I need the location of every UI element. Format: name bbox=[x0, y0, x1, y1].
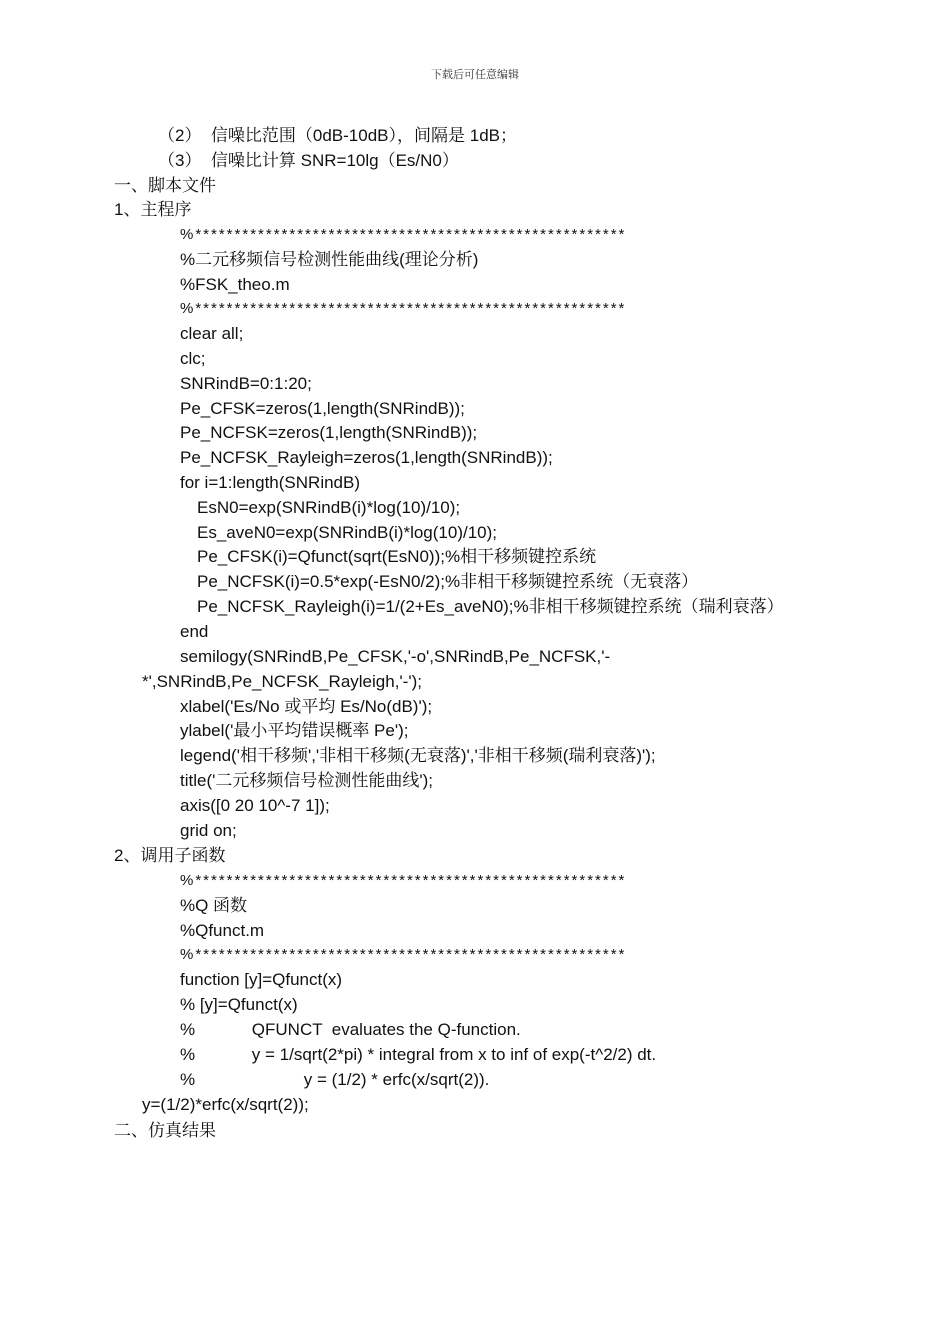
code-line: % QFUNCT evaluates the Q-function. bbox=[180, 1020, 521, 1039]
code-line: grid on; bbox=[180, 821, 237, 840]
code-line: %******************************************************* bbox=[180, 872, 627, 889]
code-line: %******************************************************* bbox=[180, 226, 627, 243]
code-line: y=(1/2)*erfc(x/sqrt(2)); bbox=[142, 1095, 309, 1114]
code-line: Pe_CFSK=zeros(1,length(SNRindB)); bbox=[180, 399, 465, 418]
code-line: end bbox=[180, 622, 209, 641]
code-line: clc; bbox=[180, 349, 206, 368]
code-line: semilogy(SNRindB,Pe_CFSK,'-o',SNRindB,Pe_NCFSK,'- bbox=[180, 647, 611, 666]
code-line: % [y]=Qfunct(x) bbox=[180, 995, 298, 1014]
list-item: （2） 信噪比范围（0dB-10dB），间隔是 1dB； bbox=[158, 126, 517, 145]
code-line: %******************************************************* bbox=[180, 300, 627, 317]
list-item: （3） 信噪比计算 SNR=10lg（Es/N0） bbox=[158, 151, 459, 170]
code-line: %******************************************************* bbox=[180, 946, 627, 963]
code-line: Pe_NCFSK_Rayleigh=zeros(1,length(SNRindB)); bbox=[180, 448, 553, 467]
code-line: %二元移频信号检测性能曲线(理论分析) bbox=[180, 250, 479, 269]
subsection-heading: 1、主程序 bbox=[114, 200, 192, 219]
code-line: function [y]=Qfunct(x) bbox=[180, 970, 343, 989]
code-line: ylabel('最小平均错误概率 Pe'); bbox=[180, 721, 409, 740]
code-line: %FSK_theo.m bbox=[180, 275, 290, 294]
code-line: Pe_NCFSK(i)=0.5*exp(-EsN0/2);%非相干移频键控系统（无衰落） bbox=[197, 572, 699, 591]
code-line: Es_aveN0=exp(SNRindB(i)*log(10)/10); bbox=[197, 523, 497, 542]
code-line: SNRindB=0:1:20; bbox=[180, 374, 312, 393]
code-line: axis([0 20 10^-7 1]); bbox=[180, 796, 330, 815]
code-line: Pe_NCFSK_Rayleigh(i)=1/(2+Es_aveN0);%非相干移频键控系统（瑞利衰落） bbox=[197, 597, 784, 616]
page-header: 下载后可任意编辑 bbox=[431, 69, 519, 81]
code-line: % y = 1/sqrt(2*pi) * integral from x to inf of exp(-t^2/2) dt. bbox=[180, 1045, 657, 1064]
code-line: % y = (1/2) * erfc(x/sqrt(2)). bbox=[180, 1070, 490, 1089]
code-line: Pe_CFSK(i)=Qfunct(sqrt(EsN0));%相干移频键控系统 bbox=[197, 547, 597, 566]
code-line: title('二元移频信号检测性能曲线'); bbox=[180, 771, 433, 790]
code-line: xlabel('Es/No 或平均 Es/No(dB)'); bbox=[180, 697, 433, 716]
code-line: %Qfunct.m bbox=[180, 921, 265, 940]
code-line: %Q 函数 bbox=[180, 896, 248, 915]
code-line: legend('相干移频','非相干移频(无衰落)','非相干移频(瑞利衰落)'); bbox=[180, 746, 656, 765]
code-line: Pe_NCFSK=zeros(1,length(SNRindB)); bbox=[180, 423, 478, 442]
code-line: for i=1:length(SNRindB) bbox=[180, 473, 361, 492]
section-heading: 一、脚本文件 bbox=[114, 176, 216, 195]
code-line: EsN0=exp(SNRindB(i)*log(10)/10); bbox=[197, 498, 461, 517]
subsection-heading: 2、调用子函数 bbox=[114, 846, 226, 865]
code-line: clear all; bbox=[180, 324, 244, 343]
section-heading: 二、仿真结果 bbox=[114, 1121, 216, 1140]
code-line: *',SNRindB,Pe_NCFSK_Rayleigh,'-'); bbox=[142, 672, 422, 691]
